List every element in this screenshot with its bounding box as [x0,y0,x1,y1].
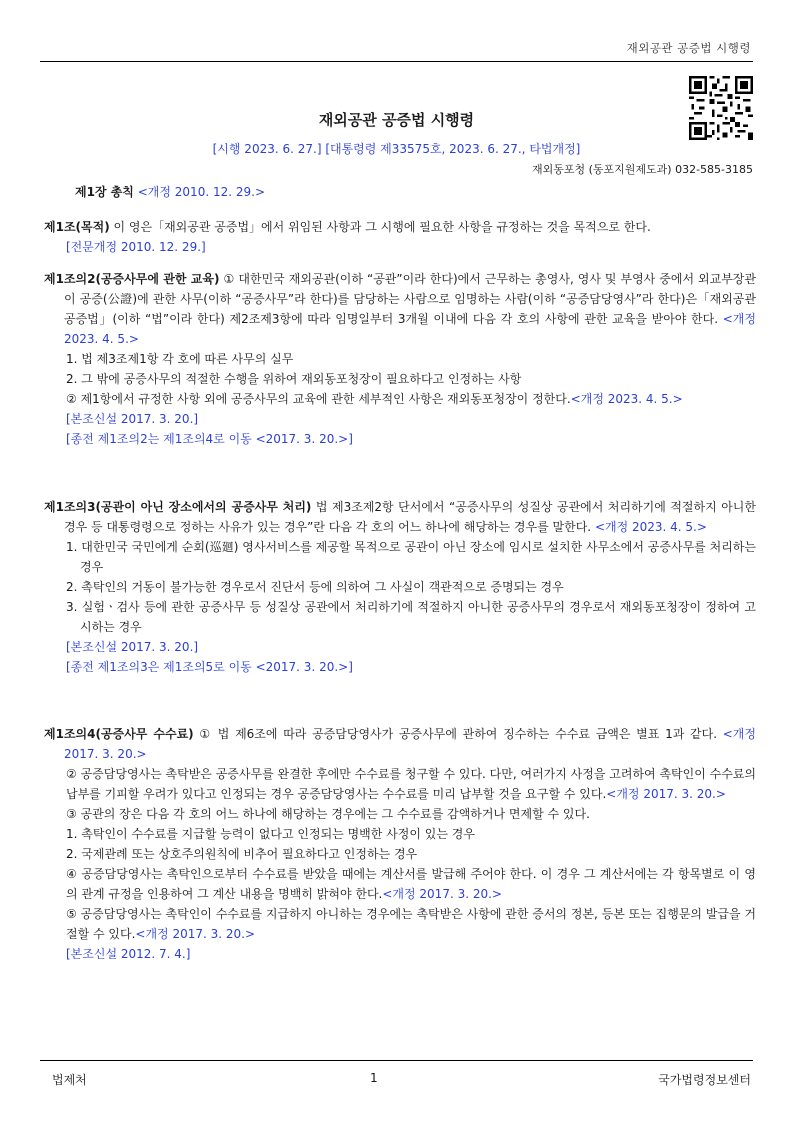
article-1 [44,217,756,257]
article-1-3-note-1: [본조신설 2017. 3. 20.] [66,640,199,654]
article-1-4-item-1: 1. 촉탁인이 수수료를 지급할 능력이 없다고 인정되는 명백한 사정이 있는 경우 [66,827,475,841]
article-1-2-note-1: [본조신설 2017. 3. 20.] [66,412,199,426]
article-1-2-item-2: 2. 그 밖에 공증사무의 적절한 수행을 위하여 재외동포청장이 필요하다고 인정하는 사항 [66,372,522,386]
article-1-4-item-2: 2. 국제관례 또는 상호주의원칙에 비추어 필요하다고 인정하는 경우 [66,847,418,861]
article-1-2-para2: ② 제1항에서 규정한 사항 외에 공증사무의 교육에 관한 세부적인 사항은 재외동포청장이 정한다. [66,392,571,406]
enforcement-info: [시행 2023. 6. 27.] [대통령령 제33575호, 2023. 6. 27., 타법개정] [212,142,581,156]
article-1-3 [44,497,756,677]
article-1-4-note-1: [본조신설 2012. 7. 4.] [66,947,191,961]
article-1-3-text: 법 제3조제2항 단서에서 “공증사무의 성질상 공관에서 처리하기에 적절하지 아니한 경우 등 대통령령으로 정하는 사유가 있는 경우”란 다음 각 호의 어느 하나에 해당하는 경우를 말한다. [64,500,756,534]
article-1-2-head: 제1조의2(공증사무에 관한 교육) [44,272,220,286]
article-1-2-text: ① 대한민국 재외공관(이하 “공관”이라 한다)에서 근무하는 총영사, 영사 및 부영사 중에서 외교부장관이 공증(公證)에 관한 사무(이하 “공증사무”라 한다)를 담당하는 사람으로 임명하는 사람(이하 “공증담당영사”라 한다)은「재외공관 공증법」(이하 “법”이라 한다) 제2조제3항에 따라 임명일부터 3개월 이내에 다음 각 호의 사항에 관한 교육을 받아야 한다. [64,272,756,326]
article-1-4-para2: ② 공증담당영사는 촉탁받은 공증사무를 완결한 후에만 수수료를 청구할 수 있다. 다만, 여러가지 사정을 고려하여 촉탁인이 수수료의 납부를 기피할 우려가 있다고 인정되는 경우 공증담당영사는 수수료를 미리 납부할 것을 요구할 수 있다. [66,767,756,801]
article-1-3-amend: <개정 2023. 4. 5.> [591,520,707,534]
article-1-4-para4-amend: <개정 2017. 3. 20.> [382,887,502,901]
article-1-head: 제1조(목적) [44,220,110,234]
article-1-4-para5: ⑤ 공증담당영사는 촉탁인이 수수료를 지급하지 아니하는 경우에는 촉탁받은 사항에 관한 증서의 정본, 등본 또는 집행문의 발급을 거절할 수 있다. [66,907,756,941]
article-1-text: 이 영은「재외공관 공증법」에서 위임된 사항과 그 시행에 필요한 사항을 규정하는 것을 목적으로 한다. [109,220,651,234]
article-1-2 [44,269,756,449]
article-1-2-amend: <개정 2023. 4. 5.> [64,312,756,346]
article-1-note: [전문개정 2010. 12. 29.] [66,240,206,254]
chapter-label: 제1장 총칙 [75,185,134,199]
article-1-3-note-2: [종전 제1조의3은 제1조의5로 이동 <2017. 3. 20.>] [66,660,353,674]
department-contact: 재외동포청 (동포지원제도과) 032-585-3185 [531,163,753,176]
chapter-amend: <개정 2010. 12. 29.> [137,185,265,199]
article-1-4-head: 제1조의4(공증사무 수수료) [44,727,194,741]
page-number: 1 [370,1071,378,1085]
article-1-4-text: ① 법 제6조에 따라 공증담당영사가 공증사무에 관하여 징수하는 수수료 금액은 별표 1과 같다. [193,727,718,741]
header-rule [40,61,753,62]
article-1-3-item-3: 3. 실험ㆍ검사 등에 관한 공증사무 등 성질상 공관에서 처리하기에 적절하지 아니한 공증사무의 경우로서 재외동포청장이 정하여 고시하는 경우 [66,600,756,634]
article-1-2-item-1: 1. 법 제3조제1항 각 호에 따른 사무의 실무 [66,352,294,366]
footer-source: 국가법령정보센터 [658,1073,751,1087]
article-1-4-amend: <개정 2017. 3. 20.> [64,727,756,761]
qr-code [689,76,753,140]
running-header: 재외공관 공증법 시행령 [626,41,751,55]
article-1-3-item-2: 2. 촉탁인의 거동이 불가능한 경우로서 진단서 등에 의하여 그 사실이 객관적으로 증명되는 경우 [66,580,564,594]
article-1-4-para2-amend: <개정 2017. 3. 20.> [606,787,726,801]
document-title: 재외공관 공증법 시행령 [318,111,475,129]
footer-publisher: 법제처 [52,1073,87,1087]
footer-rule [40,1060,753,1061]
article-1-2-para2-amend: <개정 2023. 4. 5.> [570,392,683,406]
chapter-heading [75,183,265,200]
article-1-3-head: 제1조의3(공관이 아닌 장소에서의 공증사무 처리) [44,500,312,514]
article-1-2-note-2: [종전 제1조의2는 제1조의4로 이동 <2017. 3. 20.>] [66,432,353,446]
article-1-4-para4: ④ 공증담당영사는 촉탁인으로부터 수수료를 받았을 때에는 계산서를 발급해 주어야 한다. 이 경우 그 계산서에는 각 항목별로 이 영의 관계 규정을 인용하여 그 계산 내용을 명백히 밝혀야 한다. [66,867,756,901]
article-1-4-para3: ③ 공관의 장은 다음 각 호의 어느 하나에 해당하는 경우에는 그 수수료를 감액하거나 면제할 수 있다. [66,807,590,821]
article-1-4 [44,724,756,964]
article-1-3-item-1: 1. 대한민국 국민에게 순회(巡廻) 영사서비스를 제공할 목적으로 공관이 아닌 장소에 임시로 설치한 사무소에서 공증사무를 처리하는 경우 [66,540,756,574]
article-1-4-para5-amend: <개정 2017. 3. 20.> [135,927,256,941]
